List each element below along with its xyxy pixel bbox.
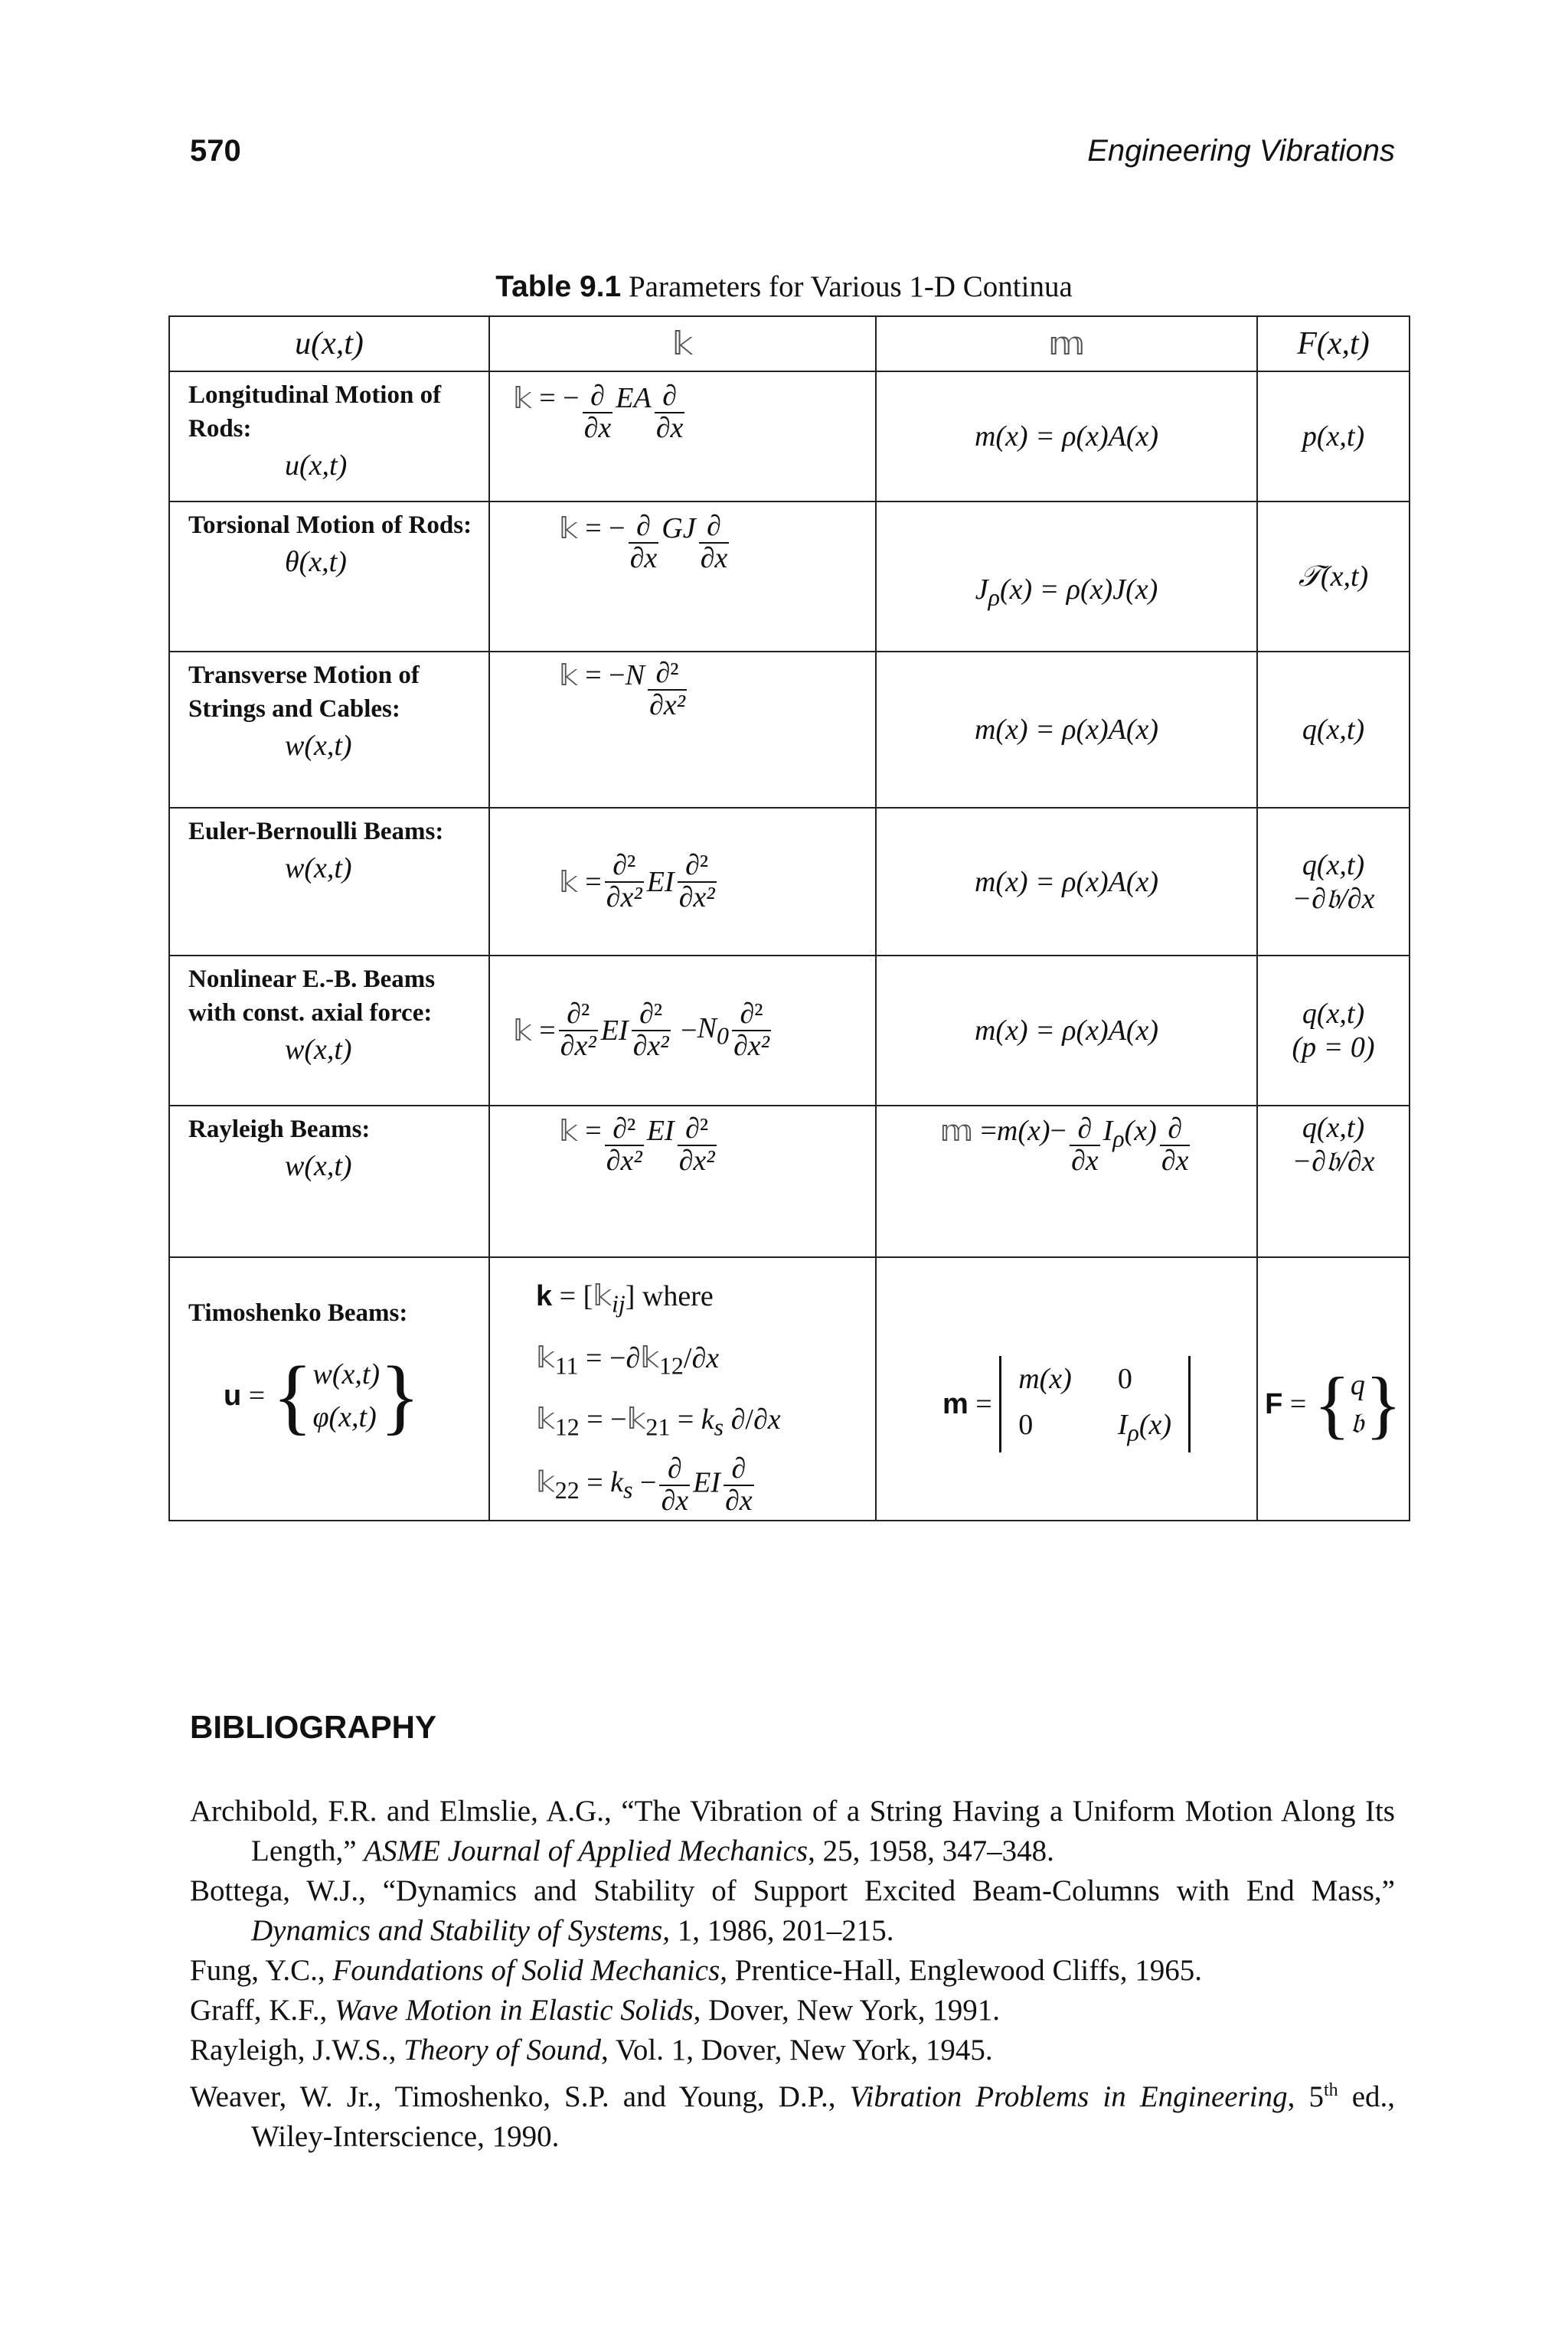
table-row xyxy=(169,371,1410,502)
table-row xyxy=(169,1257,1410,1521)
bib-entry: Graff, K.F., Wave Motion in Elastic Solids, Dover, New York, 1991. xyxy=(190,1994,1000,2027)
row-label: Timoshenko Beams: xyxy=(188,1299,408,1327)
k-cell: 𝕜 = − $\frac{\partial}{\partial x}$ GJ $\frac{\partial}{\partial x}$ xyxy=(489,502,876,652)
k-cell: k = [𝕜$_{ij}$] where 𝕜$_{11}$ = −∂𝕜$_{12}$/∂x 𝕜$_{12}$ = −𝕜$_{21}$ = $k_s$ ∂/∂x 𝕜$_{22}$ = $k_s$ − $\frac{\partial}{\partial x}$ EI $\frac{\partial}{\partial x}$ xyxy=(489,1257,876,1521)
u-vector: u = { w(x,t) φ(x,t) } xyxy=(224,1349,420,1442)
col-header-F: F(x,t) xyxy=(1257,316,1410,371)
F-cell: q(x,t) xyxy=(1257,652,1410,808)
row-variable: w(x,t) xyxy=(285,1150,352,1182)
row-label: Rayleigh Beams: xyxy=(188,1116,371,1143)
F-cell: q(x,t) −∂𝔟/∂x xyxy=(1257,1106,1410,1257)
row-label: Euler-Bernoulli Beams: xyxy=(188,818,444,845)
bib-entry: Archibold, F.R. and Elmslie, A.G., “The Vibration of a String Having a Uniform Motion Along Its Length,” ASME Journal of Applied Mechanics, 25, 1958, 347–348. xyxy=(190,1795,1395,1867)
row-variable: w(x,t) xyxy=(285,1034,352,1066)
table-header-row xyxy=(169,316,1410,371)
table-row xyxy=(169,502,1410,652)
timoshenko-label-cell xyxy=(169,1257,489,1521)
k-cell: 𝕜 = $\frac{\text{∂²}}{\text{∂x²}}$ EI $\frac{\text{∂²}}{\text{∂x²}}$ xyxy=(489,808,876,956)
row-label: Nonlinear E.-B. Beams with const. axial force: xyxy=(188,965,436,1027)
row-variable: u(x,t) xyxy=(285,449,348,482)
row-variable: w(x,t) xyxy=(285,730,352,762)
row-variable: θ(x,t) xyxy=(285,546,347,578)
m-cell: m(x) = ρ(x)A(x) xyxy=(876,808,1257,956)
table-row xyxy=(169,652,1410,808)
col-header-m: 𝕞 xyxy=(876,316,1257,371)
table-row xyxy=(169,1106,1410,1257)
m-cell: m(x) = ρ(x)A(x) xyxy=(876,371,1257,502)
k-cell: 𝕜 = − $\frac{\partial}{\partial x}$ EA $\frac{\partial}{\partial x}$ xyxy=(489,371,876,502)
caption-text: Parameters for Various 1-D Continua xyxy=(628,270,1073,303)
bib-entry: Rayleigh, J.W.S., Theory of Sound, Vol. 1, Dover, New York, 1945. xyxy=(190,2034,993,2066)
m-cell: m(x) = ρ(x)A(x) xyxy=(876,956,1257,1106)
m-cell: m = m(x) 0 0 $I_\rho(x)$ xyxy=(876,1257,1257,1521)
bib-entry: Fung, Y.C., Foundations of Solid Mechanics, Prentice-Hall, Englewood Cliffs, 1965. xyxy=(190,1954,1202,1987)
table-row xyxy=(169,956,1410,1106)
bibliography-heading: BIBLIOGRAPHY xyxy=(190,1709,437,1745)
bib-entry: Bottega, W.J., “Dynamics and Stability of Support Excited Beam-Columns with End Mass,” Dynamics and Stability of Systems, 1, 1986, 201–215. xyxy=(190,1874,1395,1947)
table-row xyxy=(169,808,1410,956)
row-label: Transverse Motion of Strings and Cables: xyxy=(188,662,420,723)
row-variable: w(x,t) xyxy=(285,852,352,884)
caption-label: Table 9.1 xyxy=(495,270,622,303)
k-cell: 𝕜 = $\frac{\text{∂²}}{\text{∂x²}}$ EI $\frac{\text{∂²}}{\text{∂x²}}$ xyxy=(489,1106,876,1257)
row-label: Longitudinal Motion of Rods: xyxy=(188,381,442,443)
bibliography-list xyxy=(190,1792,1395,2157)
F-cell: F = { q 𝔟 } xyxy=(1257,1257,1410,1521)
running-title: Engineering Vibrations xyxy=(1087,134,1395,168)
table-caption xyxy=(0,270,1568,304)
m-cell: $J_\rho(x) = \rho(x)J(x)$ xyxy=(876,502,1257,652)
parameters-table xyxy=(168,315,1410,1521)
m-cell: m(x) = ρ(x)A(x) xyxy=(876,652,1257,808)
col-header-k: 𝕜 xyxy=(489,316,876,371)
F-cell: q(x,t) (p = 0) xyxy=(1257,956,1410,1106)
m-cell: 𝕞 = m(x) − $\frac{\partial}{\partial x}$ $I_\rho(x)$ $\frac{\partial}{\partial x}$ xyxy=(876,1106,1257,1257)
F-cell: 𝒯(x,t) xyxy=(1257,502,1410,652)
row-label: Torsional Motion of Rods: xyxy=(188,511,472,539)
k-cell: 𝕜 = $\frac{\text{∂²}}{\text{∂x²}}$ EI $\frac{\text{∂²}}{\text{∂x²}}$ − $N_0$ $\frac{\text{∂²}}{\text{∂x²}}$ xyxy=(489,956,876,1106)
k-cell: 𝕜 = − N $\frac{\text{∂²}}{\text{∂x²}}$ xyxy=(489,652,876,808)
F-cell: p(x,t) xyxy=(1257,371,1410,502)
bib-entry: Weaver, W. Jr., Timoshenko, S.P. and Young, D.P., Vibration Problems in Engineering, 5th ed., Wiley-Interscience, 1990. xyxy=(190,2080,1396,2153)
F-cell: q(x,t) −∂𝔟/∂x xyxy=(1257,808,1410,956)
col-header-u: u(x,t) xyxy=(169,316,489,371)
page-number: 570 xyxy=(190,134,241,168)
